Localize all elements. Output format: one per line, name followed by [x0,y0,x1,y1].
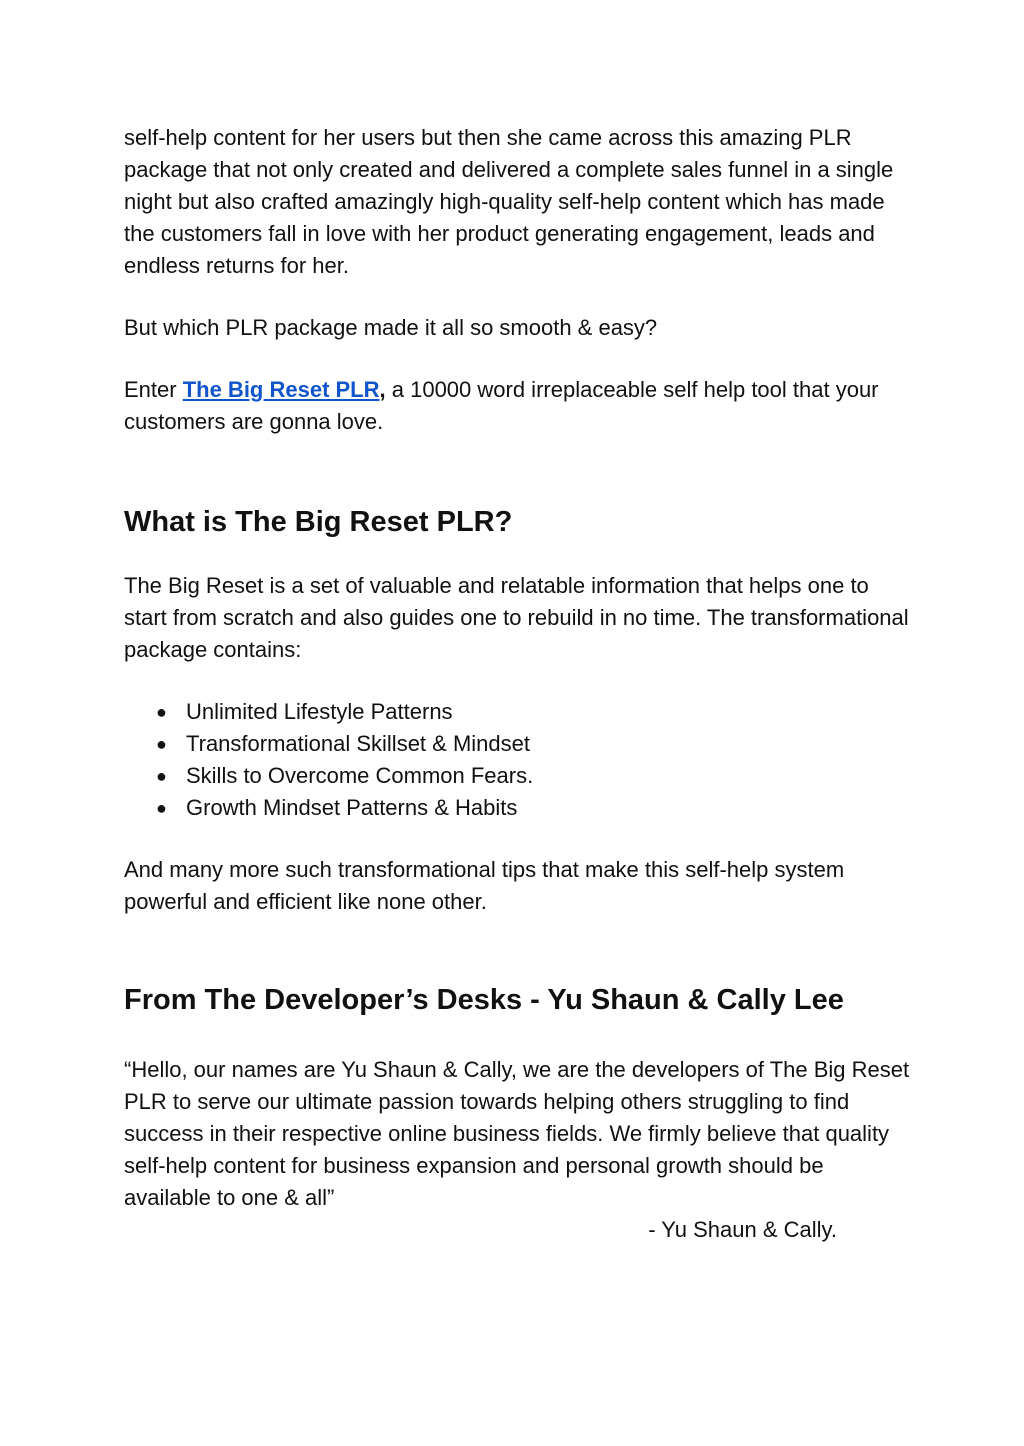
enter-paragraph [124,374,914,438]
contents-list [124,696,914,824]
developer-quote: “Hello, our names are Yu Shaun & Cally, we are the developers of The Big Reset PLR to serve our ultimate passion towards helping others struggling to find success in their respective online business fields. We firmly believe that quality self-help content for business expansion and personal growth should be available to one & all” [124,1057,910,1210]
intro-paragraph: self-help content for her users but then she came across this amazing PLR package that not only created and delivered a complete sales funnel in a single night but also crafted amazingly high-quality self-help content which has made the customers fall in love with her product generating engagement, leads and endless returns for her. [124,125,894,278]
list-item [124,792,914,824]
developer-heading: From The Developer’s Desks - Yu Shaun & Cally Lee [124,984,844,1016]
signature: - Yu Shaun & Cally. [648,1217,837,1242]
list-item-label: Transformational Skillset & Mindset [186,731,530,756]
what-is-description: The Big Reset is a set of valuable and relatable information that helps one to start from scratch and also guides one to rebuild in no time. The transformational package contains: [124,573,909,662]
enter-prefix: Enter [124,377,183,402]
enter-comma: , [379,377,386,402]
list-item [124,728,914,760]
document-page [124,122,914,1246]
list-item [124,760,914,792]
closing-paragraph: And many more such transformational tips that make this self-help system powerful and efficient like none other. [124,857,845,914]
what-is-heading: What is The Big Reset PLR? [124,506,513,538]
enter-suffix: a 10000 word irreplaceable self help tool that your customers are gonna love. [124,377,879,434]
bullet-icon: ● [156,798,167,818]
bullet-icon: ● [156,734,167,754]
list-item [124,696,914,728]
bullet-icon: ● [156,766,167,786]
list-item-label: Growth Mindset Patterns & Habits [186,795,518,820]
list-item-label: Skills to Overcome Common Fears. [186,763,534,788]
bullet-icon: ● [156,702,167,722]
list-item-label: Unlimited Lifestyle Patterns [186,699,453,724]
product-link[interactable]: The Big Reset PLR [182,377,380,402]
question-paragraph: But which PLR package made it all so smooth & easy? [124,315,658,340]
